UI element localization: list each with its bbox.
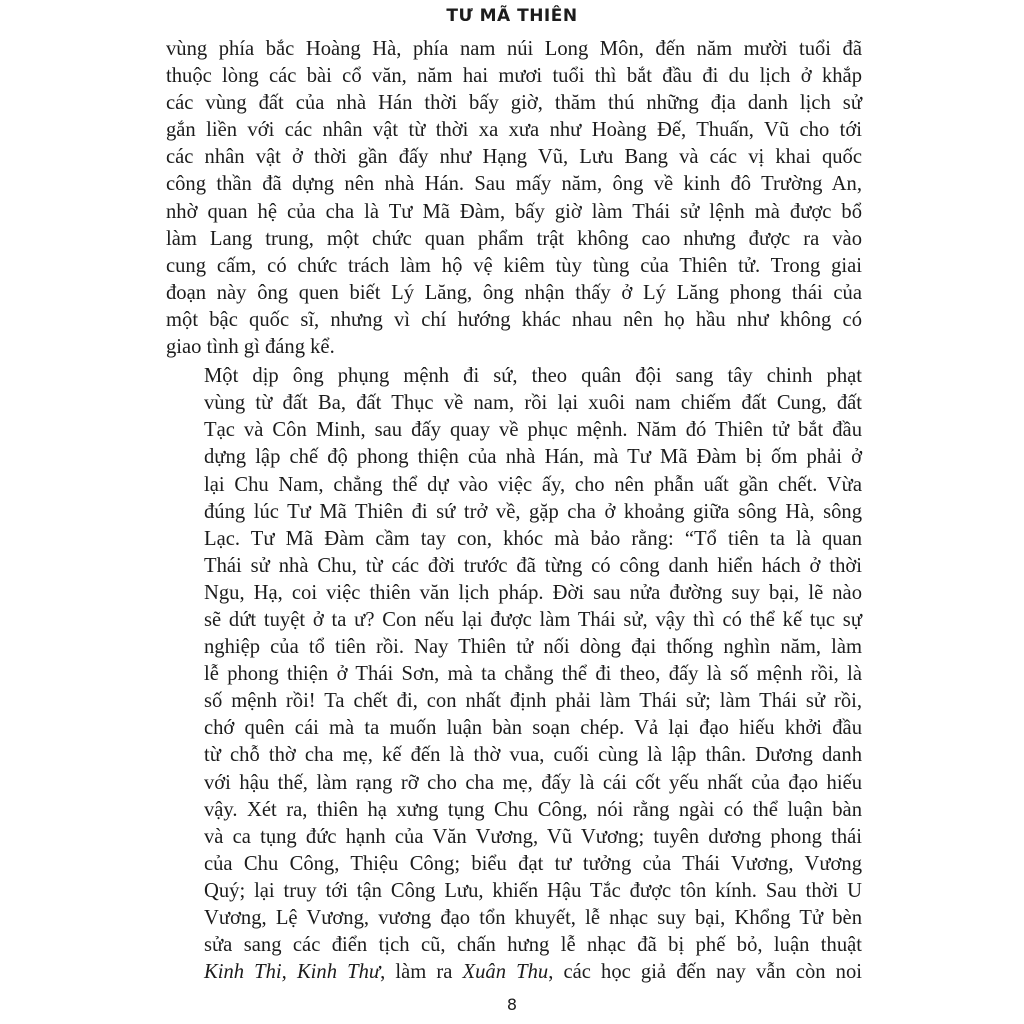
text-line: Thái sử nhà Chu, từ các đời trước đã từng có công danh hiển hách ở thời	[204, 554, 862, 577]
text-line: dựng lập chế độ phong thiện của nhà Hán, mà Tư Mã Đàm bị ốm phải ở	[204, 446, 862, 469]
text-line: Ngu, Hạ, coi việc thiên văn lịch pháp. Đời sau nửa đường suy bại, lẽ nào	[204, 581, 862, 604]
text-line: gắn liền với các nhân vật từ thời xa xưa như Hoàng Đế, Thuấn, Vũ cho tới	[166, 119, 862, 142]
text-line: với hậu thế, làm rạng rỡ cho cha mẹ, đấy là cái cốt yếu nhất của đạo hiếu	[204, 771, 862, 794]
text-line: lễ phong thiện ở Thái Sơn, mà ta chẳng thể đi theo, đấy là số mệnh rồi, là	[204, 663, 862, 686]
text-line: từ chỗ thờ cha mẹ, kế đến là thờ vua, cuối cùng là lập thân. Dương danh	[204, 744, 862, 767]
text-line: Một dịp ông phụng mệnh đi sứ, theo quân đội sang tây chinh phạt	[204, 365, 862, 388]
italic-title-kinh-thi-kinh-thu: Kinh Thi, Kinh Thư	[204, 961, 381, 984]
text-line: thuộc lòng các bài cổ văn, năm hai mươi tuổi thì bắt đầu đi du lịch ở khắp	[166, 65, 862, 88]
text-line: nghiệp của tổ tiên rồi. Nay Thiên tử nối dòng đại thống nghìn năm, làm	[204, 636, 862, 659]
running-title: TƯ MÃ THIÊN	[446, 6, 578, 26]
text-line: giao tình gì đáng kể.	[166, 336, 335, 359]
text-line: đúng lúc Tư Mã Thiên đi sứ trở về, gặp cha ở khoảng giữa sông Hà, sông	[204, 500, 862, 523]
text-line: vậy. Xét ra, thiên hạ xưng tụng Chu Công, nói rằng ngài có thể luận bàn	[204, 798, 862, 821]
text-line: các vùng đất của nhà Hán thời bấy giờ, thăm thú những địa danh lịch sử	[166, 92, 862, 115]
text-line: số mệnh rồi! Ta chết đi, con nhất định phải làm Thái sử; làm Thái sử rồi,	[204, 690, 862, 713]
text-line: và ca tụng đức hạnh của Văn Vương, Vũ Vương; tuyên dương phong thái	[204, 825, 862, 848]
text-line: sửa sang các điển tịch cũ, chấn hưng lễ nhạc đã bị phế bỏ, luận thuật	[204, 934, 862, 957]
text-line: Lạc. Tư Mã Đàm cầm tay con, khóc mà bảo rằng: “Tổ tiên ta là quan	[204, 527, 862, 550]
text-fragment: , làm ra	[380, 961, 463, 984]
text-line: của Chu Công, Thiệu Công; biểu đạt tư tưởng của Thái Vương, Vương	[204, 852, 862, 875]
text-line: một bậc quốc sĩ, nhưng vì chí hướng khác nhau nên họ hầu như không có	[166, 308, 862, 331]
text-line: Quý; lại truy tới tận Công Lưu, khiến Hậu Tắc được tôn kính. Sau thời U	[204, 879, 862, 902]
text-line: nhờ quan hệ của cha là Tư Mã Đàm, bấy giờ làm Thái sử lệnh mà được bổ	[166, 200, 862, 223]
text-line: lại Chu Nam, chẳng thể dự vào việc ấy, cho nên phẫn uất gần chết. Vừa	[204, 473, 862, 496]
text-line: chớ quên cái mà ta muốn luận bàn soạn chép. Vả lại đạo hiếu khởi đầu	[204, 717, 862, 740]
paragraph-2	[166, 363, 862, 986]
text-line: đoạn này ông quen biết Lý Lăng, ông nhận thấy ở Lý Lăng phong thái của	[166, 281, 862, 304]
text-line: vùng từ đất Ba, đất Thục về nam, rồi lại xuôi nam chiếm đất Cung, đất	[204, 392, 862, 415]
text-line: Tạc và Côn Minh, sau đấy quay về phục mệnh. Năm đó Thiên tử bắt đầu	[204, 419, 862, 442]
text-line-last	[166, 959, 862, 986]
text-line: công thần đã dựng nên nhà Hán. Sau mấy năm, ông về kinh đô Trường An,	[166, 173, 862, 196]
text-line: sẽ dứt tuyệt ở ta ư? Con nếu lại được làm Thái sử, vậy thì có thể kế tục sự	[204, 608, 862, 631]
text-line: Vương, Lệ Vương, vương đạo tổn khuyết, lễ nhạc suy bại, Khổng Tử bèn	[204, 907, 862, 929]
italic-title-xuan-thu: Xuân Thu	[462, 961, 549, 984]
body-text	[166, 36, 862, 986]
text-fragment: , các học giả đến nay vẫn còn noi	[548, 961, 862, 984]
page-number: 8	[506, 995, 518, 1014]
text-line: vùng phía bắc Hoàng Hà, phía nam núi Long Môn, đến năm mười tuổi đã	[166, 38, 862, 60]
text-line: cung cấm, có chức trách làm hộ vệ kiêm tùy tùng của Thiên tử. Trong giai	[166, 254, 862, 277]
text-line: làm Lang trung, một chức quan phẩm trật không cao nhưng được ra vào	[166, 227, 862, 250]
text-line: các nhân vật ở thời gần đấy như Hạng Vũ, Lưu Bang và các vị khai quốc	[166, 146, 862, 169]
paragraph-1	[166, 36, 862, 361]
